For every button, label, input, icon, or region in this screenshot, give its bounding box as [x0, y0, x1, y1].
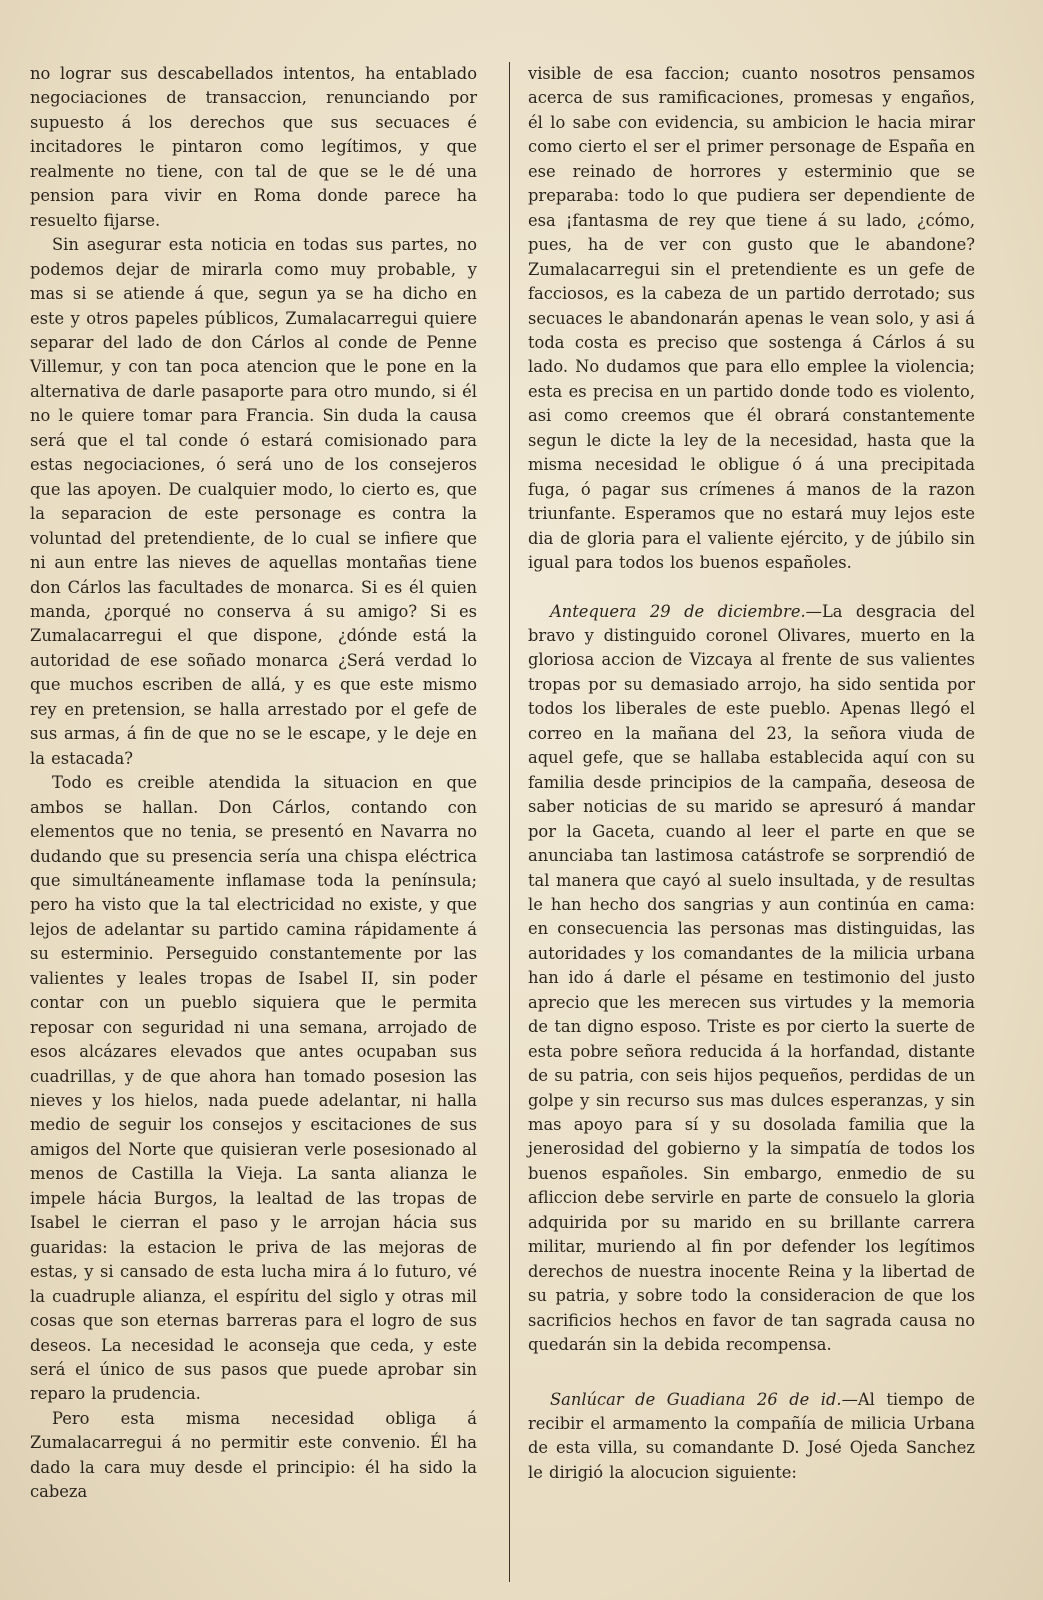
column-divider — [509, 62, 510, 1582]
news-body: La desgracia del bravo y distinguido coronel Olivares, muerto en la gloriosa accion de Vizcaya al frente de sus valientes tropas por su demasiado arrojo, ha sido sentida por todos los liberales de este pueblo. Apenas llegó el correo en la mañana del 23, la señora viuda de aquel gefe, que se hallaba establecida aquí con su familia desde principios de la campaña, deseosa de saber noticias de su marido se apresuró á mandar por la Gaceta, cuando al leer el parte en que se anunciaba tan lastimosa catástrofe se sorprendió de tal manera que cayó al suelo insultada, y de resultas le han hecho dos sangrias y aun continúa en cama: en consecuencia las personas mas distinguidas, las autoridades y los comandantes de la milicia urbana han ido á darle el pésame en testimonio del justo aprecio que les merecen sus virtudes y la memoria de tan digno esposo. Triste es por cierto la suerte de esta pobre señora reducida á la horfandad, distante de su patria, con seis hijos pequeños, perdidas de un golpe y sin recurso sus mas dulces esperanzas, y sin mas apoyo para sí y su dosolada familia que la jenerosidad del gobierno y la simpatía de todos los buenos españoles. Sin embargo, enmedio de su afliccion debe servirle en parte de consuelo la gloria adquirida por su marido en su brillante carrera militar, muriendo al fin por defender los legítimos derechos de nuestra inocente Reina y la libertad de su patria, y sobre todo la consideracion de que los sacrificios hechos en favor de tan sagrada causa no quedarán sin la debida recompensa. — [528, 601, 975, 1355]
paragraph: Pero esta misma necesidad obliga á Zumalacarregui á no permitir este convenio. Él ha dado la cara muy desde el principio: él ha sido la cabeza — [30, 1408, 477, 1502]
paragraph: no lograr sus descabellados intentos, ha entablado negociaciones de transaccion, renunciando por supuesto á los derechos que sus secuaces é incitadores le pintaron como legítimos, y que realmente no tiene, con tal de que se le dé una pension para vivir en Roma donde parece ha resuelto fijarse. — [30, 64, 477, 230]
dateline: Antequera 29 de diciembre. — [550, 601, 806, 621]
news-item-antequera: Antequera 29 de diciembre.—La desgracia del bravo y distinguido coronel Olivares, muerto en la gloriosa accion de Vizcaya al frente de sus valientes tropas por su demasiado arrojo, ha sido sentida por todos los liberales de este pueblo. Apenas llegó el correo en la mañana del 23, la señora viuda de aquel gefe, que se hallaba establecida aquí con su familia desde principios de la campaña, deseosa de saber noticias de su marido se apresuró á mandar por la Gaceta, cuando al leer el parte en que se anunciaba tan lastimosa catástrofe se sorprendió de tal manera que cayó al suelo insultada, y de resultas le han hecho dos sangrias y aun continúa en cama: en consecuencia las personas mas distinguidas, las autoridades y los comandantes de la milicia urbana han ido á darle el pésame en testimonio del justo aprecio que les merecen sus virtudes y la memoria de tan digno esposo. Triste es por cierto la suerte de esta pobre señora reducida á la horfandad, distante de su patria, con seis hijos pequeños, perdidas de un golpe y sin recurso sus mas dulces esperanzas, y sin mas apoyo para sí y su dosolada familia que la jenerosidad del gobierno y la simpatía de todos los buenos españoles. Sin embargo, enmedio de su afliccion debe servirle en parte de consuelo la gloria adquirida por su marido en su brillante carrera militar, muriendo al fin por defender los legítimos derechos de nuestra inocente Reina y la libertad de su patria, y sobre todo la consideracion de que los sacrificios hechos en favor de tan sagrada causa no quedarán sin la debida recompensa. — [528, 601, 975, 1355]
dateline: Sanlúcar de Guadiana 26 de id. — [550, 1389, 842, 1409]
left-column — [30, 62, 477, 1505]
news-body: Al tiempo de recibir el armamento la compañía de milicia Urbana de esta villa, su comandante D. José Ojeda Sanchez le dirigió la alocucion siguiente: — [528, 1389, 975, 1482]
paragraph: Todo es creible atendida la situacion en que ambos se hallan. Don Cárlos, contando con elementos que no tenia, se presentó en Navarra no dudando que su presencia sería una chispa eléctrica que simultáneamente inflamase toda la península; pero ha visto que la tal electricidad no existe, y que lejos de adelantar su partido camina rápidamente á su esterminio. Perseguido constantemente por las valientes y leales tropas de Isabel II, sin poder contar con un pueblo siquiera que le permita reposar con seguridad ni una semana, arrojado de esos alcázares elevados que antes ocupaban sus cuadrillas, y de que ahora han tomado posesion las nieves y los hielos, nada puede adelantar, ni halla medio de seguir los consejos y escitaciones de sus amigos del Norte que quisieran verle posesionado al menos de Castilla la Vieja. La santa alianza le impele hácia Burgos, la lealtad de las tropas de Isabel le cierran el paso y le arrojan hácia sus guaridas: la estacion le priva de las mejoras de estas, y si cansado de esta lucha mira á lo futuro, vé la cuadruple alianza, el espíritu del siglo y otras mil cosas que son eternas barreras para el logro de sus deseos. La necesidad le aconseja que ceda, y este será el único de sus pasos que puede aprobar sin reparo la prudencia. — [30, 773, 477, 1404]
paragraph: Sin asegurar esta noticia en todas sus partes, no podemos dejar de mirarla como muy probable, y mas si se atiende á que, segun ya se ha dicho en este y otros papeles públicos, Zumalacarregui quiere separar del lado de don Cárlos al conde de Penne Villemur, y con tan poca atencion que le pone en la alternativa de darle pasaporte para otro mundo, si él no le quiere tomar para Francia. Sin duda la causa será que el tal conde ó estará comisionado para estas negociaciones, ó será uno de los consejeros que las apoyen. De cualquier modo, lo cierto es, que la separacion de este personage es contra la voluntad del pretendiente, de lo cual se infiere que ni aun entre las nieves de aquellas montañas tiene don Cárlos las facultades de monarca. Si es él quien manda, ¿porqué no conserva á su amigo? Si es Zumalacarregui el que dispone, ¿dónde está la autoridad de ese soñado monarca ¿Será verdad lo que muchos escriben de allá, y es que este mismo rey en pretension, se halla arrestado por el gefe de sus armas, á fin de que no se le escape, y le deje en la estacada? — [30, 235, 477, 768]
news-item-sanlucar: Sanlúcar de Guadiana 26 de id.—Al tiempo de recibir el armamento la compañía de milicia Urbana de esta villa, su comandante D. José Ojeda Sanchez le dirigió la alocucion siguiente: — [528, 1389, 975, 1482]
paragraph: visible de esa faccion; cuanto nosotros pensamos acerca de sus ramificaciones, promesas y engaños, él lo sabe con evidencia, su ambicion le hacia mirar como cierto el ser el primer personage de España en ese reinado de horrores y esterminio que se preparaba: todo lo que pudiera ser dependiente de esa ¡fantasma de rey que tiene á su lado, ¿cómo, pues, ha de ver con gusto que le abandone? Zumalacarregui sin el pretendiente es un gefe de facciosos, es la cabeza de un partido derrotado; sus secuaces le abandonarán apenas le vean solo, y asi á toda costa es preciso que sostenga á Cárlos á su lado. No dudamos que para ello emplee la violencia; esta es precisa en un partido donde todo es violento, asi como creemos que él obrará constantemente segun le dicte la ley de la necesidad, hasta que la misma necesidad le obligue ó á una precipitada fuga, ó pagar sus crímenes á manos de la razon triunfante. Esperamos que no estará muy lejos este dia de gloria para el valiente ejército, y de júbilo sin igual para todos los buenos españoles. — [528, 64, 975, 573]
right-column — [528, 62, 975, 1485]
